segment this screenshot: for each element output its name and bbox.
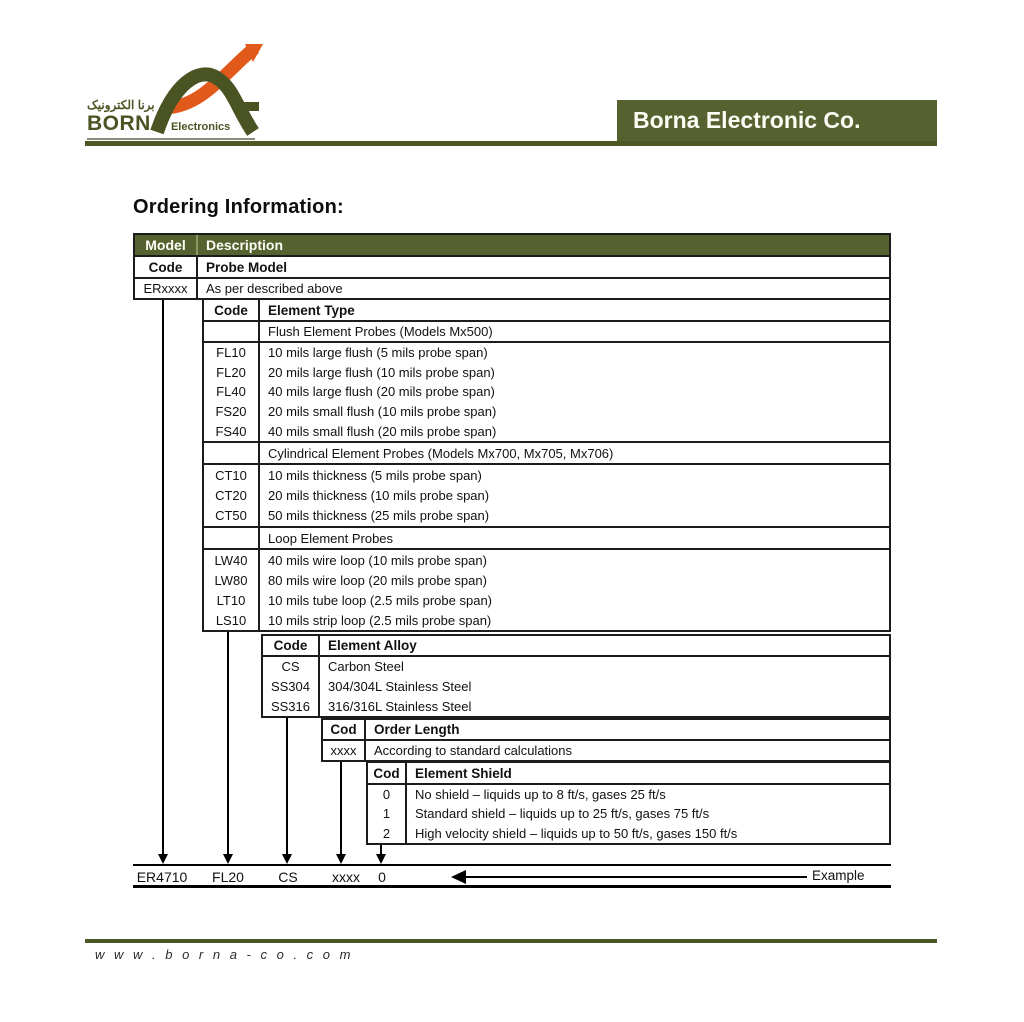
example-arrow-line <box>465 876 807 878</box>
desc-cell: 40 mils wire loop (10 mils probe span) <box>268 552 487 568</box>
table-row <box>204 528 889 548</box>
table-row <box>323 720 889 739</box>
table-row <box>204 363 889 383</box>
table-row <box>263 696 889 716</box>
logo-text-block <box>87 98 255 140</box>
desc-cell: 40 mils small flush (20 mils probe span) <box>268 423 497 439</box>
probe-model-header <box>133 255 891 279</box>
table-row <box>204 443 889 463</box>
code-cell: SS304 <box>263 677 320 697</box>
code-cell: Code <box>135 257 198 277</box>
borna-logo <box>85 44 275 144</box>
code-cell: Cod <box>323 720 366 739</box>
example-row <box>133 864 891 888</box>
desc-cell: No shield – liquids up to 8 ft/s, gases 25 ft/s <box>415 787 666 803</box>
desc-cell: 10 mils large flush (5 mils probe span) <box>268 345 488 361</box>
table-row <box>263 657 889 677</box>
example-code-probe: ER4710 <box>136 869 188 885</box>
table-row <box>368 824 889 843</box>
connector-line-probe <box>162 300 164 855</box>
code-cell: LT10 <box>204 590 260 610</box>
table-row <box>204 465 889 485</box>
header-rule <box>85 141 937 146</box>
desc-cell: 20 mils thickness (10 mils probe span) <box>268 487 490 503</box>
table-row <box>204 550 889 570</box>
example-label: Example <box>812 868 865 883</box>
table-row <box>204 506 889 526</box>
code-cell: CT10 <box>204 465 260 485</box>
order-length-row <box>321 739 891 762</box>
section-title: Loop Element Probes <box>268 530 394 546</box>
website-url: w w w . b o r n a - c o . c o m <box>95 947 354 962</box>
table-row <box>135 257 889 277</box>
element-alloy-header <box>261 634 891 657</box>
code-cell: SS316 <box>263 696 320 716</box>
desc-cell: Element Alloy <box>328 638 417 653</box>
connector-line-order-length <box>340 762 342 855</box>
table-row <box>368 785 889 804</box>
desc-cell: 20 mils large flush (10 mils probe span) <box>268 364 495 380</box>
example-code-type: FL20 <box>212 869 244 885</box>
connector-line-element-type <box>227 632 229 855</box>
element-type-header <box>202 298 891 322</box>
element-shield-header <box>366 761 891 785</box>
table-row <box>204 343 889 363</box>
code-cell: FS40 <box>204 421 260 441</box>
logo-sub-text: Electronics <box>170 121 231 133</box>
table-row <box>204 300 889 320</box>
arrow-down-icon <box>223 854 233 864</box>
connector-line-element-alloy <box>286 718 288 855</box>
element-alloy-rows-group <box>261 655 891 718</box>
logo-farsi-text: برنا الکترونیک <box>87 98 155 112</box>
code-cell: 2 <box>368 824 407 843</box>
desc-cell: Standard shield – liquids up to 25 ft/s, gases 75 ft/s <box>415 806 710 822</box>
example-code-alloy: CS <box>278 869 298 885</box>
code-cell: Cod <box>368 763 407 783</box>
table-row <box>204 421 889 441</box>
main-header-row <box>133 233 891 257</box>
flush-section-title <box>202 320 891 343</box>
code-cell: LW80 <box>204 570 260 590</box>
arrow-down-icon <box>158 854 168 864</box>
table-row <box>204 570 889 590</box>
code-cell: 0 <box>368 785 407 804</box>
desc-cell: As per described above <box>206 281 343 296</box>
code-cell: 1 <box>368 804 407 823</box>
code-cell: ERxxxx <box>135 279 198 298</box>
code-cell: xxxx <box>323 741 366 760</box>
example-code-shield: 0 <box>378 869 386 885</box>
desc-cell: 10 mils thickness (5 mils probe span) <box>268 467 482 483</box>
table-row <box>204 485 889 505</box>
section-title: Flush Element Probes (Models Mx500) <box>268 324 493 339</box>
desc-cell: Element Shield <box>415 765 512 781</box>
code-cell: FL40 <box>204 382 260 402</box>
footer-rule <box>85 939 937 943</box>
element-shield-rows-group <box>366 783 891 845</box>
table-row <box>135 279 889 298</box>
cylindrical-rows-group <box>202 463 891 528</box>
code-cell <box>204 322 260 341</box>
code-cell: CS <box>263 657 320 677</box>
desc-cell: 316/316L Stainless Steel <box>328 698 472 714</box>
table-row <box>323 741 889 760</box>
desc-cell: Order Length <box>374 722 460 737</box>
order-length-header <box>321 718 891 741</box>
arrow-left-icon <box>451 870 466 884</box>
table-row <box>368 763 889 783</box>
arrow-down-icon <box>376 854 386 864</box>
code-cell: CT20 <box>204 485 260 505</box>
logo-brand-line <box>87 112 255 136</box>
arrow-down-icon <box>282 854 292 864</box>
example-code-length: xxxx <box>332 869 360 885</box>
code-cell: FL10 <box>204 343 260 363</box>
company-banner: Borna Electronic Co. <box>617 100 937 141</box>
code-cell: LS10 <box>204 610 260 630</box>
code-cell <box>204 528 260 548</box>
model-header-cell: Model <box>135 235 198 255</box>
desc-cell: Element Type <box>268 302 355 318</box>
table-row <box>368 804 889 823</box>
table-row <box>204 590 889 610</box>
flush-rows-group <box>202 341 891 443</box>
desc-cell: According to standard calculations <box>374 743 573 758</box>
desc-cell: Carbon Steel <box>328 659 404 675</box>
table-row <box>135 235 889 255</box>
section-title: Cylindrical Element Probes (Models Mx700, Mx705, Mx706) <box>268 445 614 461</box>
desc-cell: 40 mils large flush (20 mils probe span) <box>268 384 495 400</box>
loop-section-title <box>202 526 891 550</box>
probe-model-row <box>133 277 891 300</box>
code-cell: FL20 <box>204 363 260 383</box>
table-row <box>263 677 889 697</box>
desc-cell: Probe Model <box>206 259 288 275</box>
description-header-cell: Description <box>206 237 284 253</box>
desc-cell: 10 mils strip loop (2.5 mils probe span) <box>268 612 492 628</box>
desc-cell: High velocity shield – liquids up to 50 ft/s, gases 150 ft/s <box>415 825 738 841</box>
code-cell <box>204 443 260 463</box>
logo-brand-text: BORNA <box>87 112 167 135</box>
desc-cell: 50 mils thickness (25 mils probe span) <box>268 508 490 524</box>
code-cell: Code <box>263 636 320 655</box>
code-cell: CT50 <box>204 506 260 526</box>
code-cell: Code <box>204 300 260 320</box>
table-row <box>263 636 889 655</box>
code-cell: LW40 <box>204 550 260 570</box>
cylindrical-section-title <box>202 441 891 465</box>
table-row <box>204 322 889 341</box>
table-row <box>204 382 889 402</box>
table-row <box>204 610 889 630</box>
code-cell: FS20 <box>204 402 260 422</box>
loop-rows-group <box>202 548 891 632</box>
arrow-down-icon <box>336 854 346 864</box>
desc-cell: 304/304L Stainless Steel <box>328 679 472 694</box>
desc-cell: 80 mils wire loop (20 mils probe span) <box>268 572 487 588</box>
table-row <box>204 402 889 422</box>
desc-cell: 20 mils small flush (10 mils probe span) <box>268 404 497 420</box>
desc-cell: 10 mils tube loop (2.5 mils probe span) <box>268 592 493 608</box>
page-title: Ordering Information: <box>133 196 344 218</box>
